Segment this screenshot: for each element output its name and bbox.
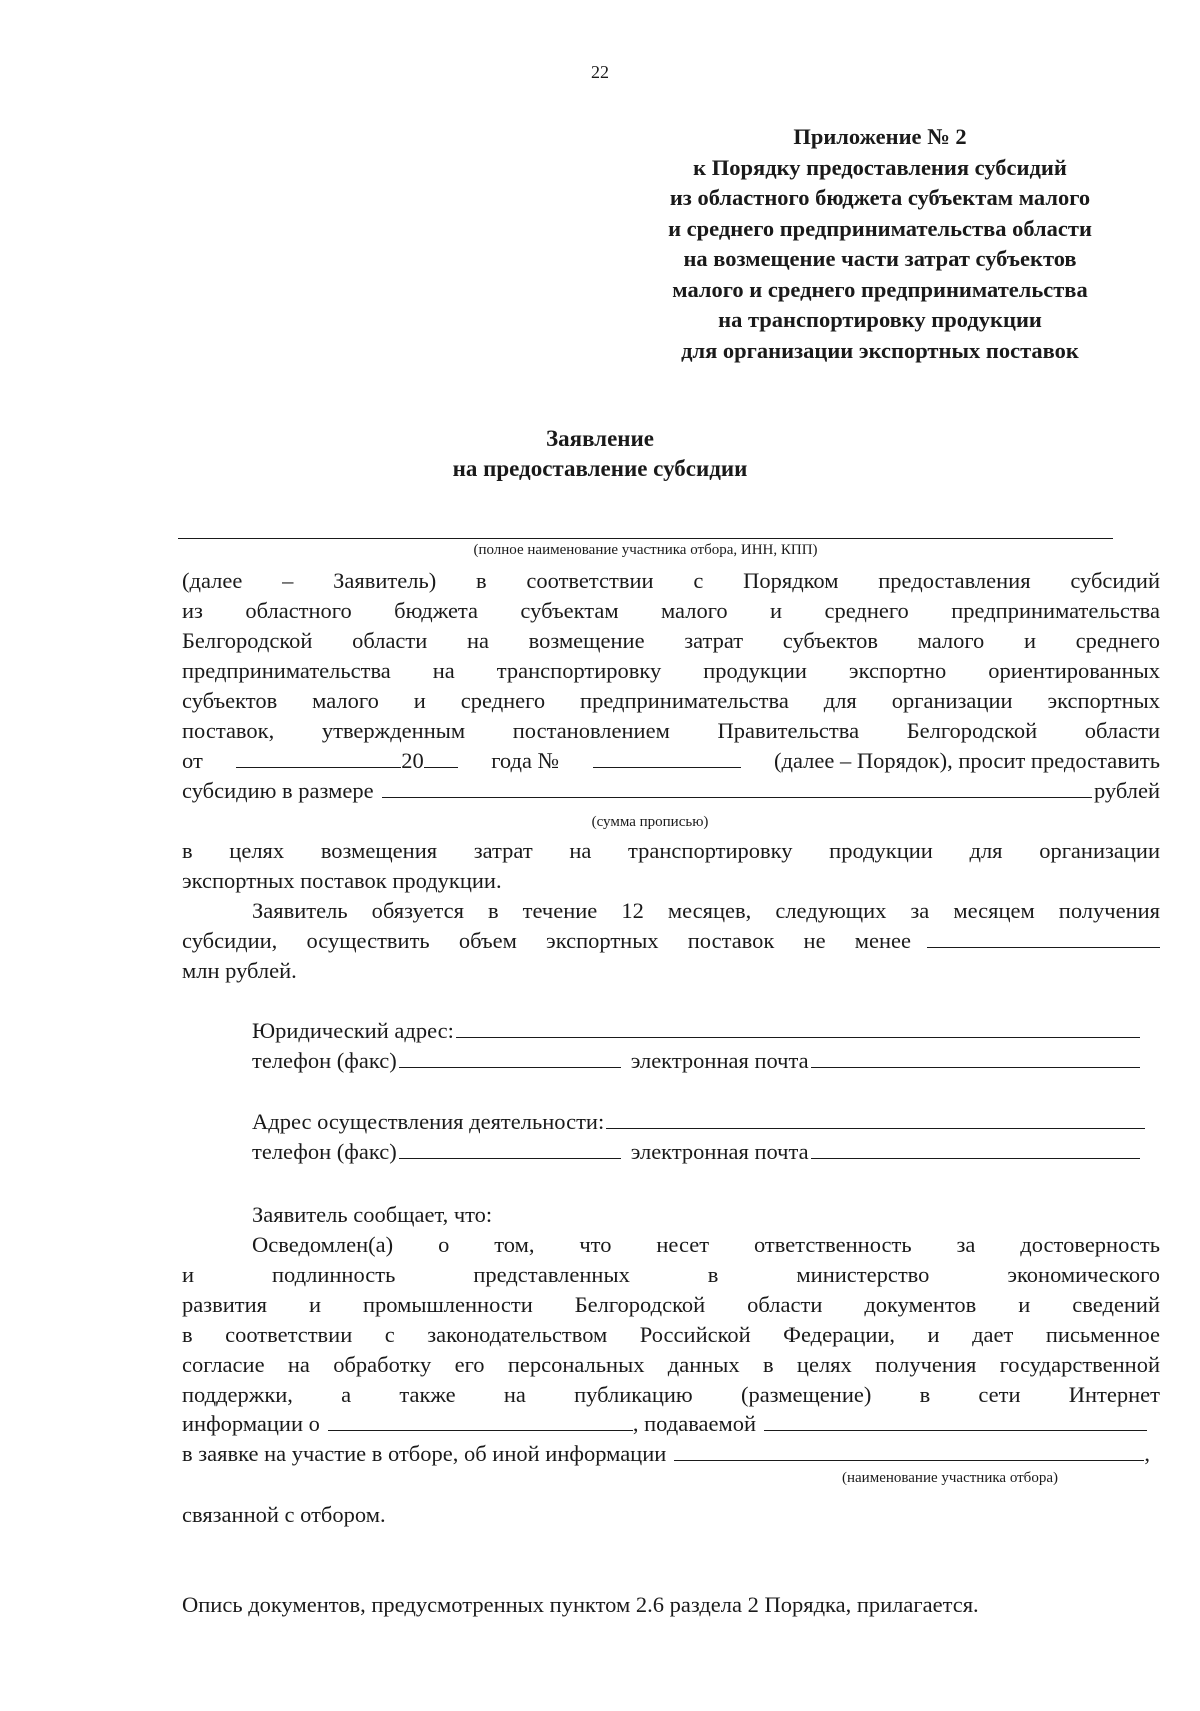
related-text: связанной с отбором. [182, 1502, 386, 1527]
applicant-name-field[interactable] [178, 512, 1113, 539]
from-label: от [182, 748, 203, 773]
paragraph-line: предпринимательства на транспортировку продукции экспортно ориентированных [182, 658, 1160, 683]
statement-line: в соответствии с законодательством Российской Федерации, и дает письменное [182, 1322, 1160, 1347]
date-field[interactable] [236, 747, 401, 768]
amount-label: субсидию в размере [182, 778, 374, 803]
participant-caption: (наименование участника отбора) [842, 1470, 1058, 1486]
export-volume-field[interactable] [927, 927, 1160, 948]
volume-line [182, 926, 1160, 955]
activity-phone-field[interactable] [399, 1138, 621, 1159]
activity-address-label: Адрес осуществления деятельности: [252, 1109, 605, 1134]
phone-label: телефон (факс) [252, 1139, 397, 1164]
appendix-heading [600, 122, 1160, 366]
volume-label: субсидии, осуществить объем экспортных поставок не менее [182, 928, 911, 953]
activity-address-line [252, 1108, 1145, 1135]
activity-address-field[interactable] [606, 1108, 1145, 1129]
legal-contacts-line [252, 1047, 1140, 1074]
info-label: информации о [182, 1411, 320, 1436]
phone-label: телефон (факс) [252, 1048, 397, 1073]
statement-line: согласие на обработку его персональных данных в целях получения государственной [182, 1352, 1160, 1377]
date-line [182, 746, 1160, 775]
bid-comma: , [1144, 1441, 1150, 1466]
legal-address-line [252, 1017, 1140, 1044]
paragraph-line: экспортных поставок продукции. [182, 868, 502, 893]
appendix-line: к Порядку предоставления субсидий [693, 154, 1067, 180]
amount-line [182, 776, 1160, 805]
paragraph-line: Заявитель обязуется в течение 12 месяцев, следующих за месяцем получения [252, 898, 1160, 923]
submitted-field[interactable] [764, 1410, 1147, 1431]
legal-email-field[interactable] [811, 1047, 1140, 1068]
title-line-2: на предоставление субсидии [452, 456, 748, 481]
paragraph-line: в целях возмещения затрат на транспортировку продукции для организации [182, 838, 1160, 863]
appendix-line: для организации экспортных поставок [681, 337, 1079, 363]
paragraph-line: Белгородской области на возмещение затрат субъектов малого и среднего [182, 628, 1160, 653]
paragraph-line: млн рублей. [182, 958, 297, 983]
document-title [0, 424, 1200, 484]
year-field[interactable] [424, 747, 458, 768]
activity-contacts-line [252, 1138, 1140, 1165]
other-info-field[interactable] [674, 1440, 1144, 1461]
appendix-line: Приложение № 2 [793, 124, 967, 149]
resolution-number-field[interactable] [593, 747, 741, 768]
paragraph-line: из областного бюджета субъектам малого и среднего предпринимательства [182, 598, 1160, 623]
info-line [182, 1410, 1147, 1437]
appendix-line: на транспортировку продукции [718, 307, 1042, 332]
email-label: электронная почта [630, 1139, 809, 1164]
amount-field[interactable] [382, 777, 1092, 798]
page-number: 22 [591, 62, 609, 82]
bid-label: в заявке на участие в отборе, об иной информации [182, 1441, 667, 1466]
year-number-label: года № [491, 748, 560, 773]
appendix-line: из областного бюджета субъектам малого [669, 185, 1091, 210]
bid-line [182, 1440, 1150, 1467]
appendix-line: и среднего предпринимательства области [668, 215, 1092, 241]
inventory-note: Опись документов, предусмотренных пунктом 2.6 раздела 2 Порядка, прилагается. [182, 1592, 979, 1617]
email-label: электронная почта [630, 1048, 809, 1073]
applicant-name-caption: (полное наименование участника отбора, ИНН, КПП) [473, 542, 818, 558]
title-line-1: Заявление [545, 426, 655, 451]
info-subject-field[interactable] [328, 1410, 633, 1431]
statement-intro: Заявитель сообщает, что: [252, 1202, 493, 1227]
appendix-line: малого и среднего предпринимательства [672, 276, 1088, 302]
legal-address-field[interactable] [456, 1017, 1140, 1038]
date-line-tail: (далее – Порядок), просит предоставить [774, 748, 1160, 773]
amount-currency: рублей [1093, 778, 1160, 803]
legal-phone-field[interactable] [399, 1047, 621, 1068]
paragraph-line: субъектов малого и среднего предпринимательства для организации экспортных [182, 688, 1160, 713]
amount-caption: (сумма прописью) [591, 814, 709, 830]
statement-line: развития и промышленности Белгородской области документов и сведений [182, 1292, 1160, 1317]
submitted-label: , подаваемой [632, 1411, 757, 1436]
appendix-line: на возмещение части затрат субъектов [683, 246, 1077, 271]
paragraph-line: поставок, утвержденным постановлением Правительства Белгородской области [182, 718, 1160, 743]
year-prefix: 20 [401, 748, 424, 773]
paragraph-line: (далее – Заявитель) в соответствии с Порядком предоставления субсидий [182, 568, 1160, 593]
activity-email-field[interactable] [811, 1138, 1140, 1159]
statement-line: поддержки, а также на публикацию (размещение) в сети Интернет [182, 1382, 1160, 1407]
legal-address-label: Юридический адрес: [252, 1018, 454, 1043]
statement-line: и подлинность представленных в министерство экономического [182, 1262, 1160, 1287]
statement-line: Осведомлен(а) о том, что несет ответственность за достоверность [252, 1232, 1160, 1257]
